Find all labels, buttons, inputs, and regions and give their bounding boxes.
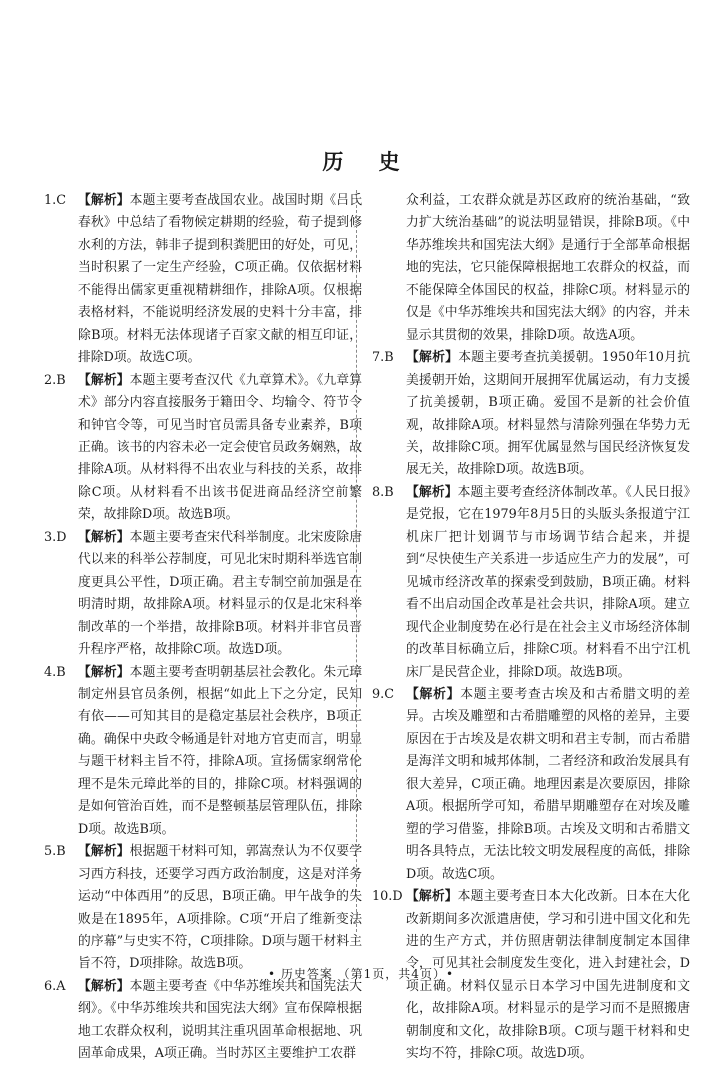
answer-number: 10.D <box>372 889 403 905</box>
answer-item-4 <box>44 662 362 842</box>
answer-number: 6.A <box>44 978 66 994</box>
answer-text: 本题主要考查《中华苏维埃共和国宪法大纲》。《中华苏维埃共和国宪法大纲》宣布保障根据地工农群众权利，说明其注重巩固革命根据地、巩固革命成果，A项正确。当时苏区主要维护工农群 <box>78 978 363 1062</box>
analysis-tag: 【解析】 <box>406 889 458 905</box>
page-title: 历 史 <box>322 149 414 174</box>
analysis-tag: 【解析】 <box>78 664 130 680</box>
answer-number: 4.B <box>44 664 66 680</box>
answer-number: 3.D <box>44 529 67 545</box>
analysis-tag: 【解析】 <box>78 844 130 860</box>
answer-item-2 <box>44 370 362 527</box>
answer-number: 9.C <box>372 686 395 702</box>
answer-number: 1.C <box>44 193 67 208</box>
answer-text: 本题主要考查汉代《九章算术》。《九章算术》部分内容直接服务于籍田令、均输令、符节令和钟官令等，可见当时官员需具备专业素养，B项正确。该书的内容未必一定会使官员政务娴熟，故排除A项。从材料得不出农业与科技的关系，故排除C项。从材料看不出该书促进商品经济空前繁荣，故排除D项。故选B项。 <box>78 372 363 523</box>
analysis-tag: 【解析】 <box>78 529 130 545</box>
analysis-tag: 【解析】 <box>406 350 459 366</box>
answer-text: 众利益，工农群众就是苏区政府的统治基础，“致力扩大统治基础”的说法明显错误，排除B项。《中华苏维埃共和国宪法大纲》是通行于全部革命根据地的宪法，它只能保障根据地工农群众的权益，而不能保障全体国民的权益，排除C项。材料显示的仅是《中华苏维埃共和国宪法大纲》的内容，并未显示其贯彻的效果，排除D项。故选A项。 <box>406 193 690 343</box>
answer-item-5 <box>44 841 362 976</box>
answer-text: 本题主要考查古埃及和古希腊文明的差异。古埃及雕塑和古希腊雕塑的风格的差异，主要原因在于古埃及是农耕文明和君主专制，而古希腊是海洋文明和城邦体制，二者经济和政治发展具有很大差异，C项正确。地理因素是次要原因，排除A项。根据所学可知，希腊早期雕塑存在对埃及雕塑的学习借鉴，排除B项。古埃及文明和古希腊文明各具特点，无法比较文明发展程度的高低，排除D项。故选C项。 <box>406 686 691 882</box>
answer-text: 根据题干材料可知，郭嵩焘认为不仅要学习西方科技，还要学习西方政治制度，这是对洋务运动“中体西用”的反思，B项正确。甲午战争的失败是在1895年，A项排除。C项“开启了维新变法的序幕”与史实不符，C项排除。D项与题干材料主旨不符，D项排除。故选B项。 <box>78 844 363 972</box>
analysis-tag: 【解析】 <box>406 686 461 702</box>
answer-item-3 <box>44 527 362 662</box>
answer-item-6-continued <box>372 190 690 347</box>
answer-column-left <box>44 190 362 1066</box>
analysis-tag: 【解析】 <box>78 372 130 388</box>
answer-text: 本题主要考查明朝基层社会教化。朱元璋制定州县官员条例，根据“如此上下之分定，民知有依——可知其目的是稳定基层社会秩序，B项正确。确保中央政令畅通是针对地方官吏而言，明显与题干材料主旨不符，排除A项。宣扬儒家纲常伦理不是朱元璋此举的目的，排除C项。材料强调的是如何管治百姓，而不是整顿基层管理队伍，排除D项。故选B项。 <box>78 664 363 837</box>
answer-number: 7.B <box>372 350 394 366</box>
answer-number: 8.B <box>372 484 394 500</box>
answer-item-6 <box>44 976 362 1066</box>
answer-text: 本题主要考查战国农业。战国时期《吕氏春秋》中总结了看物候定耕期的经验，荀子提到修水利的方法，韩非子提到积粪肥田的好处，可见，当时积累了一定生产经验，C项正确。仅依据材料不能得出儒家更重视精耕细作，排除A项。仅根据表格材料，不能说明经济发展的史料十分丰富，排除B项。材料无法体现诸子百家文献的相互印证，排除D项。故选C项。 <box>78 193 363 366</box>
answer-column-right <box>372 190 690 1066</box>
analysis-tag: 【解析】 <box>78 193 130 208</box>
answer-number: 2.B <box>44 372 66 388</box>
answer-item-8 <box>372 482 690 684</box>
analysis-tag: 【解析】 <box>406 484 458 500</box>
answer-number: 5.B <box>44 844 66 860</box>
answer-text: 本题主要考查抗美援朝。1950年10月抗美援朝开始，这期间开展拥军优属运动，有力支援了抗美援朝，B项正确。爱国不是新的社会价值观，故排除A项。材料显然与清除列强在华势力无关，故排除C项。拥军优属显然与国民经济恢复发展无关，故排除D项。故选B项。 <box>406 350 690 478</box>
answer-text: 本题主要考查日本大化改新。日本在大化改新期间多次派遣唐使，学习和引进中国文化和先进的生产方式，并仿照唐朝法律制度制定本国律令，可见其社会制度发生变化，进入封建社会，D项正确。材料仅显示日本学习中国先进制度和文化，故排除A项。材料显示的是学习而不是照搬唐朝制度和文化，故排除B项。C项与题干材料和史实均不符，排除C项。故选D项。 <box>406 889 691 1062</box>
answer-text: 本题主要考查经济体制改革。《人民日报》是党报，它在1979年8月5日的头版头条报道宁江机床厂把计划调节与市场调节结合起来，并提到“尽快使生产关系进一步适应生产力的发展”，可见城市经济改革的探索受到鼓励，B项正确。材料看不出启动国企改革是社会共识，排除A项。建立现代企业制度势在必行是在社会主义市场经济体制的改革目标确立后，排除C项。材料看不出宁江机床厂是民营企业，排除D项。故选B项。 <box>406 484 691 680</box>
answer-item-7 <box>372 347 690 482</box>
analysis-tag: 【解析】 <box>78 978 130 994</box>
answer-item-9 <box>372 684 690 886</box>
page-footer: • 历史答案 （第1页，共4页）• <box>267 967 455 981</box>
column-divider <box>356 190 357 932</box>
answer-text: 本题主要考查宋代科举制度。北宋废除唐代以来的科举公荐制度，可见北宋时期科举选官制度更具公平性，D项正确。君主专制空前加强是在明清时期，故排除A项。材料显示的仅是北宋科举制改革的一个举措，故排除B项。材料并非官员晋升程序严格，故排除C项。故选D项。 <box>78 529 363 658</box>
answer-item-1 <box>44 190 362 370</box>
